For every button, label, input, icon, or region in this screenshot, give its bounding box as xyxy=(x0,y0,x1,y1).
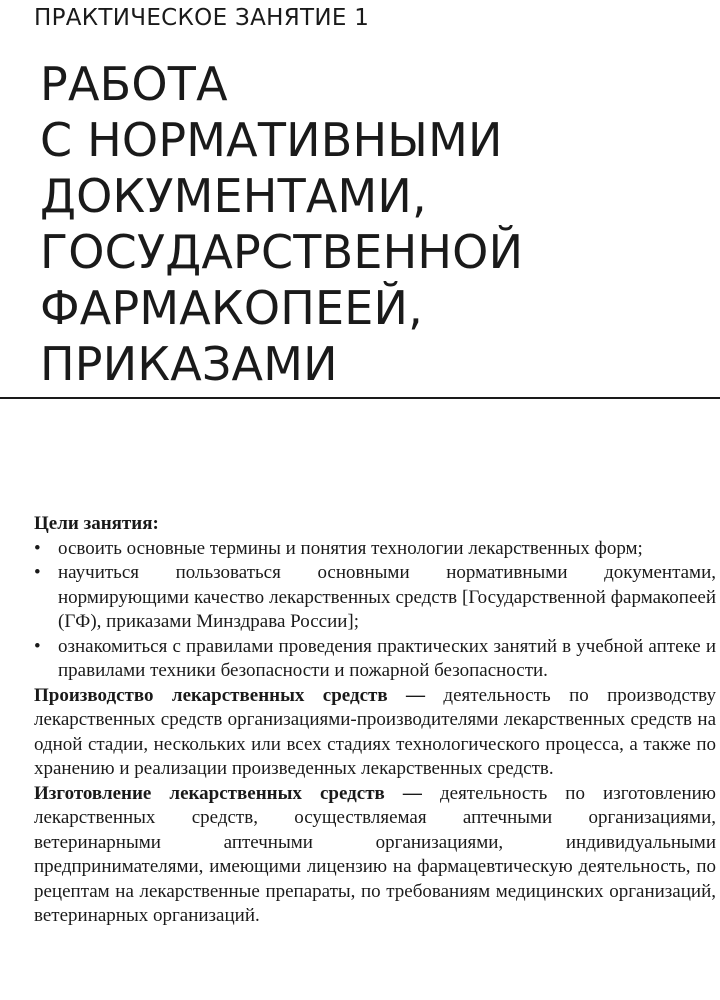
section-label: ПРАКТИЧЕСКОЕ ЗАНЯТИЕ 1 xyxy=(34,5,370,31)
definition-dash: — xyxy=(384,782,440,804)
definition-paragraph xyxy=(34,684,716,782)
goal-item: • ознакомиться с правилами проведения практических занятий в учебной аптеке и правилами техники безопасности и пожарной безопасности. xyxy=(34,635,716,684)
definition-text: деятельность по изготовлению лекарственных средств, осуществляемая аптечными организациями, ветеринарными аптечными организациями, индивидуальными предпринимателями, имеющими лицензию на фармацевтическую деятельность, по рецептам на лекарственные препараты, по требованиям медицинских организаций, ветеринарных организаций. xyxy=(34,782,716,926)
definition-paragraph xyxy=(34,782,716,929)
body-text xyxy=(34,512,716,929)
chapter-title-line: РАБОТА xyxy=(40,57,228,111)
chapter-title-line: ФАРМАКОПЕЕЙ, xyxy=(40,281,423,335)
chapter-title-line: ПРИКАЗАМИ xyxy=(40,337,338,391)
chapter-title-line: ГОСУДАРСТВЕННОЙ xyxy=(40,225,524,279)
definition-term: Изготовление лекарственных средств xyxy=(34,782,385,804)
goals-heading: Цели занятия: xyxy=(34,513,159,534)
chapter-title-line: С НОРМАТИВНЫМИ xyxy=(40,113,503,167)
definition-text: деятельность по производству лекарственных средств организациями-производителями лекарственных средств на одной стадии, нескольких или всех стадиях технологического процесса, а также по хранению и реализации произведенных лекарственных средств. xyxy=(34,684,716,779)
chapter-title-line: ДОКУМЕНТАМИ, xyxy=(40,169,427,223)
goals-list xyxy=(34,537,716,684)
chapter-title xyxy=(40,56,523,392)
definition-term: Производство лекарственных средств xyxy=(34,684,388,706)
definition-dash: — xyxy=(387,684,444,706)
goal-item: • освоить основные термины и понятия технологии лекарственных форм; xyxy=(34,537,716,562)
title-divider xyxy=(0,397,720,399)
goal-item: • научиться пользоваться основными нормативными документами, нормирующими качество лекарственных средств [Государственной фармакопеей (ГФ), приказами Минздрава России]; xyxy=(34,561,716,635)
